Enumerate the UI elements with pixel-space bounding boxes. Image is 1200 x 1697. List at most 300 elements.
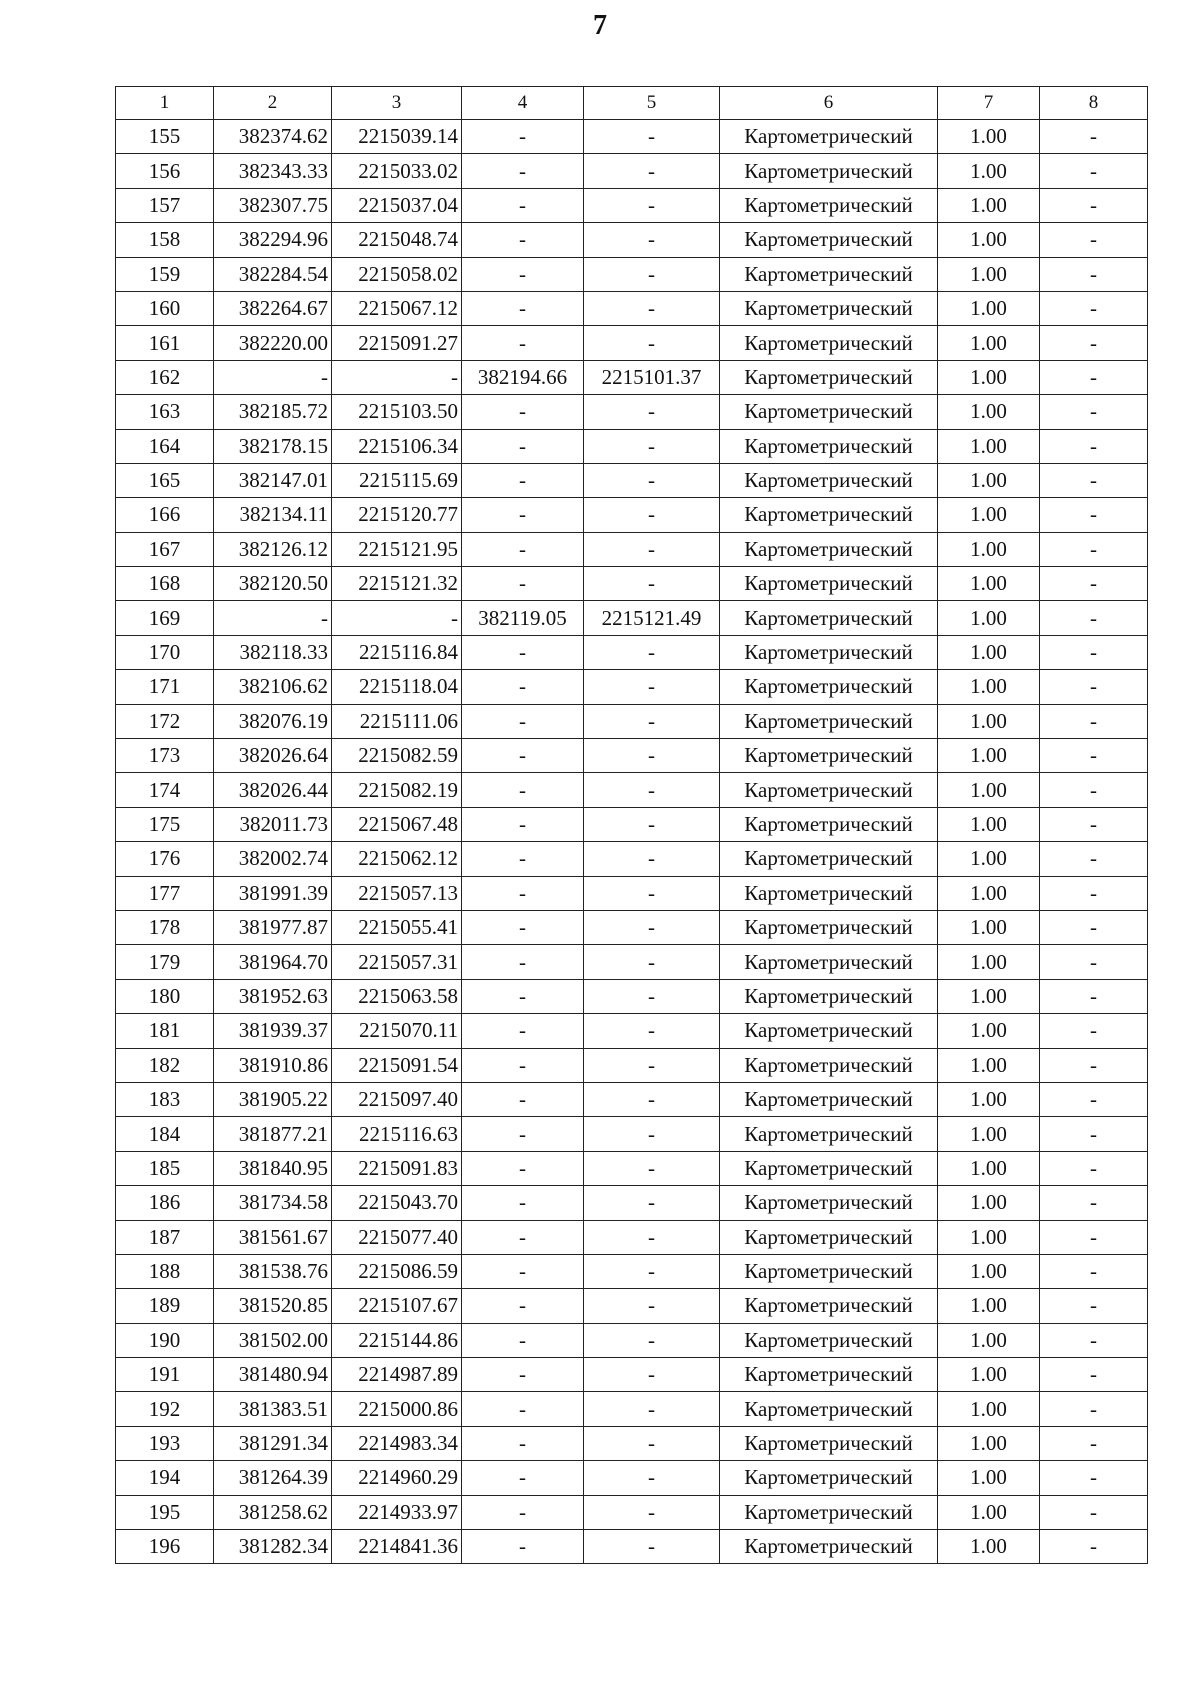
cell-coord-y: 2215039.14 — [332, 120, 462, 154]
cell-coord-x-alt: - — [462, 1014, 584, 1048]
cell-coord-y-alt: - — [584, 739, 720, 773]
cell-coord-x: 381480.94 — [214, 1358, 332, 1392]
cell-point-number: 168 — [116, 567, 214, 601]
cell-accuracy: 1.00 — [938, 1014, 1040, 1048]
cell-coord-x-alt: - — [462, 532, 584, 566]
cell-coord-x: 381905.22 — [214, 1082, 332, 1116]
cell-point-number: 164 — [116, 429, 214, 463]
cell-coord-x-alt: - — [462, 498, 584, 532]
cell-accuracy: 1.00 — [938, 1461, 1040, 1495]
cell-point-number: 193 — [116, 1426, 214, 1460]
cell-coord-x: 382374.62 — [214, 120, 332, 154]
cell-note: - — [1040, 567, 1148, 601]
cell-coord-x: 381538.76 — [214, 1254, 332, 1288]
cell-method: Картометрический — [720, 291, 938, 325]
table-row — [116, 807, 1148, 841]
cell-coord-y: 2215086.59 — [332, 1254, 462, 1288]
cell-coord-x-alt: - — [462, 670, 584, 704]
cell-coord-y: 2215037.04 — [332, 188, 462, 222]
cell-note: - — [1040, 257, 1148, 291]
cell-accuracy: 1.00 — [938, 1358, 1040, 1392]
cell-point-number: 166 — [116, 498, 214, 532]
cell-method: Картометрический — [720, 1117, 938, 1151]
cell-coord-x: 382134.11 — [214, 498, 332, 532]
column-header: 1 — [116, 87, 214, 120]
cell-point-number: 155 — [116, 120, 214, 154]
cell-point-number: 158 — [116, 223, 214, 257]
cell-point-number: 177 — [116, 876, 214, 910]
cell-coord-y: 2215115.69 — [332, 463, 462, 497]
table-row — [116, 910, 1148, 944]
cell-note: - — [1040, 739, 1148, 773]
cell-coord-y: 2215033.02 — [332, 154, 462, 188]
cell-note: - — [1040, 1254, 1148, 1288]
table-row — [116, 188, 1148, 222]
cell-note: - — [1040, 945, 1148, 979]
column-header: 3 — [332, 87, 462, 120]
cell-coord-y-alt: - — [584, 1426, 720, 1460]
cell-method: Картометрический — [720, 773, 938, 807]
column-header: 2 — [214, 87, 332, 120]
cell-coord-y: 2215043.70 — [332, 1186, 462, 1220]
cell-note: - — [1040, 876, 1148, 910]
cell-point-number: 159 — [116, 257, 214, 291]
cell-method: Картометрический — [720, 257, 938, 291]
cell-coord-y: 2215057.13 — [332, 876, 462, 910]
cell-coord-y: 2215048.74 — [332, 223, 462, 257]
cell-coord-y: 2215062.12 — [332, 842, 462, 876]
cell-coord-y-alt: - — [584, 1117, 720, 1151]
cell-coord-x-alt: - — [462, 257, 584, 291]
cell-point-number: 165 — [116, 463, 214, 497]
cell-coord-y: 2215058.02 — [332, 257, 462, 291]
cell-note: - — [1040, 360, 1148, 394]
cell-method: Картометрический — [720, 1392, 938, 1426]
cell-coord-x: 382011.73 — [214, 807, 332, 841]
cell-note: - — [1040, 326, 1148, 360]
cell-coord-x: 382147.01 — [214, 463, 332, 497]
cell-accuracy: 1.00 — [938, 670, 1040, 704]
page-number: 7 — [593, 10, 607, 41]
cell-coord-y-alt: - — [584, 291, 720, 325]
cell-coord-y-alt: - — [584, 1014, 720, 1048]
cell-coord-y-alt: - — [584, 1082, 720, 1116]
cell-coord-x: 381939.37 — [214, 1014, 332, 1048]
cell-method: Картометрический — [720, 635, 938, 669]
cell-coord-x: 381991.39 — [214, 876, 332, 910]
cell-point-number: 170 — [116, 635, 214, 669]
cell-coord-x-alt: - — [462, 463, 584, 497]
cell-note: - — [1040, 1426, 1148, 1460]
cell-method: Картометрический — [720, 567, 938, 601]
cell-accuracy: 1.00 — [938, 291, 1040, 325]
cell-coord-x: 381734.58 — [214, 1186, 332, 1220]
cell-coord-y: 2215000.86 — [332, 1392, 462, 1426]
cell-accuracy: 1.00 — [938, 635, 1040, 669]
table-row — [116, 120, 1148, 154]
cell-note: - — [1040, 807, 1148, 841]
table-row — [116, 395, 1148, 429]
cell-accuracy: 1.00 — [938, 1495, 1040, 1529]
cell-note: - — [1040, 1151, 1148, 1185]
cell-accuracy: 1.00 — [938, 1392, 1040, 1426]
cell-coord-x-alt: 382119.05 — [462, 601, 584, 635]
cell-note: - — [1040, 773, 1148, 807]
cell-coord-y-alt: - — [584, 429, 720, 463]
cell-accuracy: 1.00 — [938, 1151, 1040, 1185]
cell-coord-x-alt: - — [462, 1186, 584, 1220]
cell-method: Картометрический — [720, 498, 938, 532]
cell-coord-x-alt: - — [462, 842, 584, 876]
cell-coord-x-alt: - — [462, 1530, 584, 1564]
column-header: 8 — [1040, 87, 1148, 120]
cell-coord-y: 2215103.50 — [332, 395, 462, 429]
cell-accuracy: 1.00 — [938, 532, 1040, 566]
cell-accuracy: 1.00 — [938, 807, 1040, 841]
cell-accuracy: 1.00 — [938, 1254, 1040, 1288]
cell-coord-y: - — [332, 601, 462, 635]
table-row — [116, 773, 1148, 807]
cell-accuracy: 1.00 — [938, 223, 1040, 257]
cell-coord-x-alt: - — [462, 395, 584, 429]
table-row — [116, 1186, 1148, 1220]
cell-point-number: 184 — [116, 1117, 214, 1151]
cell-coord-y-alt: - — [584, 979, 720, 1013]
table-row — [116, 1461, 1148, 1495]
cell-coord-y: 2214933.97 — [332, 1495, 462, 1529]
cell-note: - — [1040, 1082, 1148, 1116]
cell-coord-x-alt: - — [462, 1426, 584, 1460]
cell-coord-x-alt: - — [462, 223, 584, 257]
column-header: 7 — [938, 87, 1040, 120]
table-row — [116, 1117, 1148, 1151]
cell-coord-x: 382002.74 — [214, 842, 332, 876]
cell-point-number: 156 — [116, 154, 214, 188]
cell-method: Картометрический — [720, 1323, 938, 1357]
cell-accuracy: 1.00 — [938, 498, 1040, 532]
cell-coord-y-alt: - — [584, 1530, 720, 1564]
cell-coord-y: 2214960.29 — [332, 1461, 462, 1495]
cell-method: Картометрический — [720, 154, 938, 188]
cell-coord-y-alt: - — [584, 326, 720, 360]
cell-accuracy: 1.00 — [938, 360, 1040, 394]
cell-note: - — [1040, 498, 1148, 532]
cell-note: - — [1040, 910, 1148, 944]
cell-coord-y-alt: - — [584, 1323, 720, 1357]
cell-accuracy: 1.00 — [938, 1220, 1040, 1254]
cell-coord-x: 381282.34 — [214, 1530, 332, 1564]
cell-coord-y: 2215057.31 — [332, 945, 462, 979]
cell-coord-x-alt: - — [462, 1323, 584, 1357]
table-row — [116, 1323, 1148, 1357]
cell-coord-x-alt: - — [462, 979, 584, 1013]
cell-coord-y: 2215055.41 — [332, 910, 462, 944]
table-row — [116, 601, 1148, 635]
cell-point-number: 175 — [116, 807, 214, 841]
table-row — [116, 223, 1148, 257]
cell-coord-y-alt: - — [584, 704, 720, 738]
cell-method: Картометрический — [720, 1289, 938, 1323]
table-row — [116, 532, 1148, 566]
cell-coord-x: 381964.70 — [214, 945, 332, 979]
cell-coord-x: 381383.51 — [214, 1392, 332, 1426]
column-header: 6 — [720, 87, 938, 120]
cell-note: - — [1040, 601, 1148, 635]
cell-method: Картометрический — [720, 395, 938, 429]
table-row — [116, 979, 1148, 1013]
table-row — [116, 670, 1148, 704]
table-row — [116, 567, 1148, 601]
table-row — [116, 1048, 1148, 1082]
cell-coord-y: 2215111.06 — [332, 704, 462, 738]
cell-coord-x: 382026.44 — [214, 773, 332, 807]
cell-coord-y: 2215120.77 — [332, 498, 462, 532]
cell-note: - — [1040, 1392, 1148, 1426]
cell-coord-y-alt: - — [584, 945, 720, 979]
cell-coord-x: 381264.39 — [214, 1461, 332, 1495]
cell-accuracy: 1.00 — [938, 1289, 1040, 1323]
cell-coord-x: 382307.75 — [214, 188, 332, 222]
cell-coord-x: 382106.62 — [214, 670, 332, 704]
cell-coord-y: 2215091.54 — [332, 1048, 462, 1082]
cell-point-number: 180 — [116, 979, 214, 1013]
cell-method: Картометрический — [720, 1186, 938, 1220]
cell-note: - — [1040, 188, 1148, 222]
cell-coord-x: 382120.50 — [214, 567, 332, 601]
cell-coord-x-alt: - — [462, 1220, 584, 1254]
cell-accuracy: 1.00 — [938, 910, 1040, 944]
table-row — [116, 154, 1148, 188]
cell-coord-y-alt: - — [584, 807, 720, 841]
cell-coord-x-alt: - — [462, 773, 584, 807]
cell-accuracy: 1.00 — [938, 395, 1040, 429]
cell-coord-y-alt: - — [584, 1392, 720, 1426]
cell-note: - — [1040, 1186, 1148, 1220]
cell-coord-y: 2214983.34 — [332, 1426, 462, 1460]
table-row — [116, 291, 1148, 325]
table-row — [116, 945, 1148, 979]
cell-coord-y: 2215121.32 — [332, 567, 462, 601]
cell-accuracy: 1.00 — [938, 1082, 1040, 1116]
cell-method: Картометрический — [720, 807, 938, 841]
table-row — [116, 1495, 1148, 1529]
cell-coord-y-alt: - — [584, 532, 720, 566]
cell-method: Картометрический — [720, 979, 938, 1013]
cell-coord-y: 2215121.95 — [332, 532, 462, 566]
table-row — [116, 842, 1148, 876]
cell-accuracy: 1.00 — [938, 945, 1040, 979]
cell-coord-y: 2215063.58 — [332, 979, 462, 1013]
cell-note: - — [1040, 291, 1148, 325]
cell-coord-y-alt: - — [584, 1461, 720, 1495]
cell-coord-x: 382076.19 — [214, 704, 332, 738]
table-row — [116, 1254, 1148, 1288]
cell-coord-y-alt: - — [584, 120, 720, 154]
cell-note: - — [1040, 635, 1148, 669]
cell-coord-y-alt: - — [584, 154, 720, 188]
cell-point-number: 179 — [116, 945, 214, 979]
cell-coord-y-alt: - — [584, 1254, 720, 1288]
cell-coord-x: 381840.95 — [214, 1151, 332, 1185]
table-row — [116, 1530, 1148, 1564]
cell-coord-x: 381502.00 — [214, 1323, 332, 1357]
cell-accuracy: 1.00 — [938, 1186, 1040, 1220]
table-row — [116, 360, 1148, 394]
cell-point-number: 185 — [116, 1151, 214, 1185]
cell-coord-x-alt: - — [462, 567, 584, 601]
cell-note: - — [1040, 395, 1148, 429]
cell-method: Картометрический — [720, 463, 938, 497]
table-row — [116, 498, 1148, 532]
cell-point-number: 176 — [116, 842, 214, 876]
cell-coord-x: 382284.54 — [214, 257, 332, 291]
cell-accuracy: 1.00 — [938, 326, 1040, 360]
table-row — [116, 1151, 1148, 1185]
cell-coord-x: 382343.33 — [214, 154, 332, 188]
cell-method: Картометрический — [720, 532, 938, 566]
cell-accuracy: 1.00 — [938, 704, 1040, 738]
cell-method: Картометрический — [720, 1082, 938, 1116]
table-row — [116, 704, 1148, 738]
cell-coord-x-alt: - — [462, 704, 584, 738]
cell-point-number: 181 — [116, 1014, 214, 1048]
cell-note: - — [1040, 979, 1148, 1013]
table-row — [116, 463, 1148, 497]
cell-coord-y-alt: - — [584, 910, 720, 944]
cell-coord-x-alt: - — [462, 1461, 584, 1495]
cell-accuracy: 1.00 — [938, 1426, 1040, 1460]
cell-coord-y-alt: - — [584, 463, 720, 497]
cell-coord-x: 382220.00 — [214, 326, 332, 360]
cell-coord-y-alt: - — [584, 1495, 720, 1529]
cell-accuracy: 1.00 — [938, 1048, 1040, 1082]
cell-coord-x-alt: - — [462, 910, 584, 944]
cell-note: - — [1040, 670, 1148, 704]
cell-note: - — [1040, 429, 1148, 463]
cell-coord-x-alt: - — [462, 945, 584, 979]
cell-note: - — [1040, 1220, 1148, 1254]
cell-coord-y-alt: - — [584, 635, 720, 669]
cell-method: Картометрический — [720, 1358, 938, 1392]
cell-note: - — [1040, 1358, 1148, 1392]
cell-method: Картометрический — [720, 1495, 938, 1529]
cell-accuracy: 1.00 — [938, 979, 1040, 1013]
cell-point-number: 172 — [116, 704, 214, 738]
cell-coord-x: - — [214, 601, 332, 635]
cell-accuracy: 1.00 — [938, 773, 1040, 807]
cell-method: Картометрический — [720, 670, 938, 704]
cell-coord-y: 2215107.67 — [332, 1289, 462, 1323]
cell-coord-y-alt: - — [584, 395, 720, 429]
cell-coord-x-alt: - — [462, 1082, 584, 1116]
column-header: 5 — [584, 87, 720, 120]
cell-coord-x-alt: - — [462, 807, 584, 841]
table-row — [116, 1220, 1148, 1254]
cell-coord-y-alt: - — [584, 223, 720, 257]
cell-note: - — [1040, 463, 1148, 497]
cell-coord-y-alt: 2215121.49 — [584, 601, 720, 635]
cell-method: Картометрический — [720, 429, 938, 463]
cell-coord-x-alt: - — [462, 326, 584, 360]
table-row — [116, 1082, 1148, 1116]
cell-coord-y: 2215091.27 — [332, 326, 462, 360]
cell-point-number: 167 — [116, 532, 214, 566]
cell-coord-y-alt: - — [584, 567, 720, 601]
cell-method: Картометрический — [720, 188, 938, 222]
cell-method: Картометрический — [720, 945, 938, 979]
table-row — [116, 1392, 1148, 1426]
cell-point-number: 171 — [116, 670, 214, 704]
cell-point-number: 194 — [116, 1461, 214, 1495]
cell-coord-x-alt: 382194.66 — [462, 360, 584, 394]
cell-coord-y-alt: - — [584, 1048, 720, 1082]
cell-note: - — [1040, 842, 1148, 876]
cell-method: Картометрический — [720, 876, 938, 910]
cell-coord-y: 2215067.12 — [332, 291, 462, 325]
cell-accuracy: 1.00 — [938, 739, 1040, 773]
cell-method: Картометрический — [720, 1220, 938, 1254]
cell-coord-x: 381952.63 — [214, 979, 332, 1013]
cell-coord-y-alt: - — [584, 773, 720, 807]
cell-coord-x-alt: - — [462, 1495, 584, 1529]
cell-note: - — [1040, 1117, 1148, 1151]
cell-coord-y-alt: - — [584, 1358, 720, 1392]
cell-method: Картометрический — [720, 1014, 938, 1048]
cell-coord-x-alt: - — [462, 1392, 584, 1426]
cell-coord-x: 382126.12 — [214, 532, 332, 566]
cell-point-number: 178 — [116, 910, 214, 944]
cell-coord-y: 2215106.34 — [332, 429, 462, 463]
cell-coord-y-alt: - — [584, 498, 720, 532]
cell-coord-x: 382294.96 — [214, 223, 332, 257]
cell-coord-x-alt: - — [462, 1117, 584, 1151]
cell-coord-y-alt: - — [584, 1220, 720, 1254]
cell-note: - — [1040, 1048, 1148, 1082]
cell-note: - — [1040, 154, 1148, 188]
cell-coord-x-alt: - — [462, 635, 584, 669]
cell-method: Картометрический — [720, 326, 938, 360]
cell-point-number: 190 — [116, 1323, 214, 1357]
cell-note: - — [1040, 1014, 1148, 1048]
cell-coord-y: 2215116.63 — [332, 1117, 462, 1151]
cell-point-number: 189 — [116, 1289, 214, 1323]
cell-coord-x: 381910.86 — [214, 1048, 332, 1082]
cell-accuracy: 1.00 — [938, 1530, 1040, 1564]
cell-method: Картометрический — [720, 1048, 938, 1082]
table-row — [116, 257, 1148, 291]
cell-coord-y: 2215144.86 — [332, 1323, 462, 1357]
cell-accuracy: 1.00 — [938, 601, 1040, 635]
cell-coord-x-alt: - — [462, 876, 584, 910]
cell-coord-x: 381258.62 — [214, 1495, 332, 1529]
cell-accuracy: 1.00 — [938, 1117, 1040, 1151]
cell-method: Картометрический — [720, 842, 938, 876]
cell-coord-x-alt: - — [462, 291, 584, 325]
cell-accuracy: 1.00 — [938, 429, 1040, 463]
cell-note: - — [1040, 1495, 1148, 1529]
cell-method: Картометрический — [720, 739, 938, 773]
cell-coord-y: 2215116.84 — [332, 635, 462, 669]
cell-method: Картометрический — [720, 1151, 938, 1185]
cell-method: Картометрический — [720, 704, 938, 738]
cell-note: - — [1040, 223, 1148, 257]
cell-note: - — [1040, 1530, 1148, 1564]
cell-accuracy: 1.00 — [938, 876, 1040, 910]
cell-point-number: 173 — [116, 739, 214, 773]
cell-point-number: 192 — [116, 1392, 214, 1426]
cell-coord-x: 381977.87 — [214, 910, 332, 944]
cell-accuracy: 1.00 — [938, 188, 1040, 222]
